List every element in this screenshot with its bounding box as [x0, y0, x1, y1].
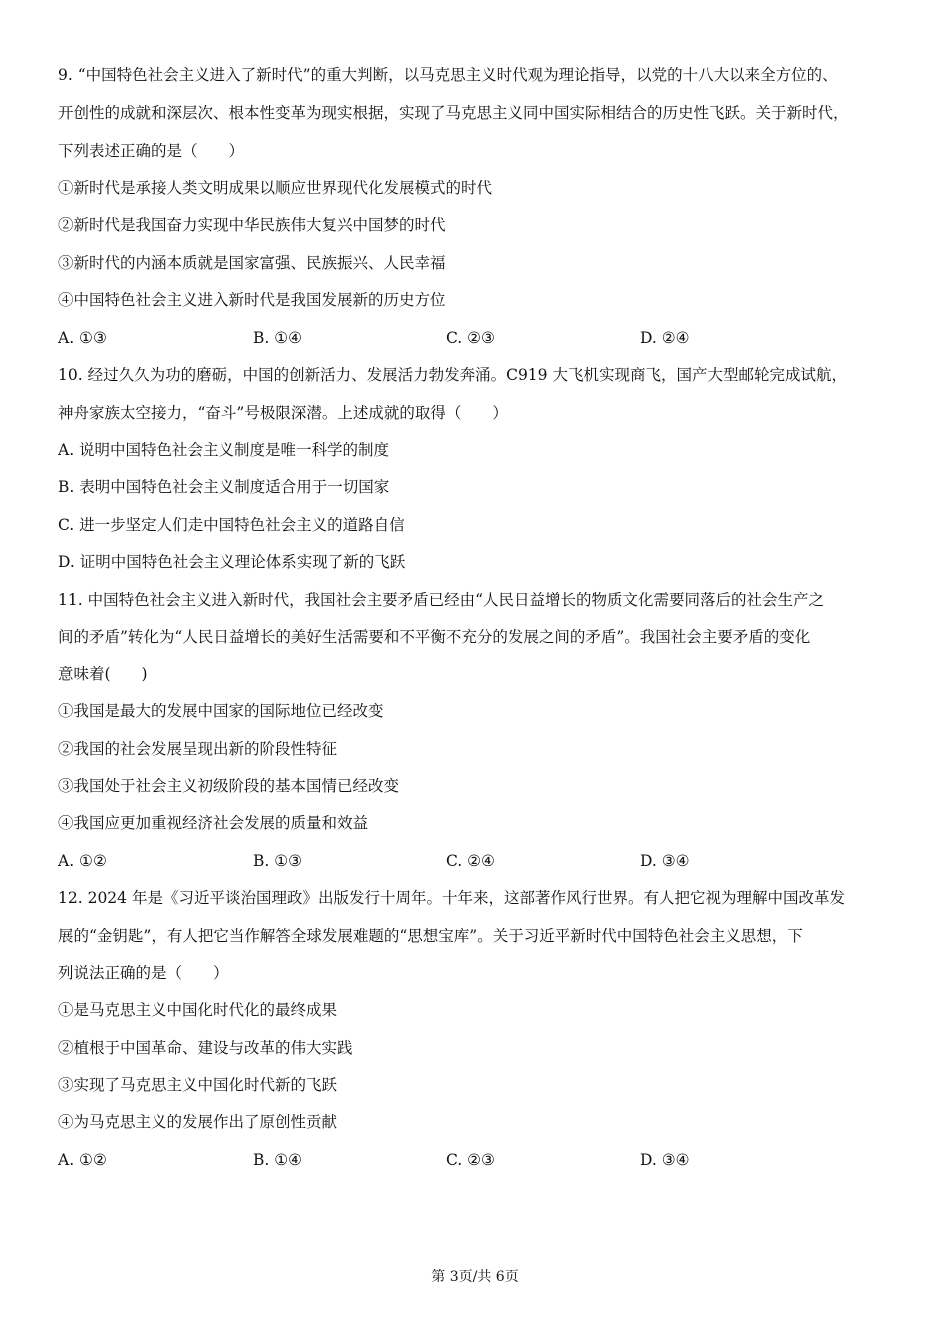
- question-stem-line: 列说法正确的是（ ）: [58, 964, 229, 982]
- choice-option-c: C. 进一步坚定人们走中国特色社会主义的道路自信: [58, 516, 405, 534]
- option-c: C. ②④: [446, 852, 495, 870]
- question-stem-line: 意味着( ): [58, 665, 148, 683]
- question-stem-line: 12. 2024 年是《习近平谈治国理政》出版发行十周年。十年来，这部著作风行世界。有人把它视为理解中国改革发: [58, 889, 845, 907]
- statement-item: ①是马克思主义中国化时代化的最终成果: [58, 1001, 338, 1019]
- statement-item: ②新时代是我国奋力实现中华民族伟大复兴中国梦的时代: [58, 216, 446, 234]
- choice-option-d: D. 证明中国特色社会主义理论体系实现了新的飞跃: [58, 553, 406, 571]
- option-c: C. ②③: [446, 1151, 495, 1169]
- question-stem-line: 9. “中国特色社会主义进入了新时代”的重大判断，以马克思主义时代观为理论指导，以党的十八大以来全方位的、: [58, 66, 838, 84]
- answer-options: [58, 327, 898, 349]
- question-stem-line: 11. 中国特色社会主义进入新时代，我国社会主要矛盾已经由“人民日益增长的物质文化需要同落后的社会生产之: [58, 591, 825, 609]
- statement-item: ③新时代的内涵本质就是国家富强、民族振兴、人民幸福: [58, 254, 446, 272]
- option-b: B. ①③: [253, 852, 303, 870]
- page-number-footer: 第 3页/共 6页: [431, 1269, 519, 1285]
- statement-item: ①新时代是承接人类文明成果以顺应世界现代化发展模式的时代: [58, 179, 493, 197]
- option-a: A. ①③: [58, 329, 107, 347]
- option-d: D. ③④: [640, 1151, 690, 1169]
- choice-option-b: B. 表明中国特色社会主义制度适合用于一切国家: [58, 478, 390, 496]
- question-stem-line: 开创性的成就和深层次、根本性变革为现实根据，实现了马克思主义同中国实际相结合的历史性飞跃。关于新时代，: [58, 104, 849, 122]
- option-a: A. ①②: [58, 1151, 107, 1169]
- question-stem-line: 间的矛盾”转化为“人民日益增长的美好生活需要和不平衡不充分的发展之间的矛盾”。我国社会主要矛盾的变化: [58, 628, 811, 646]
- question-stem-line: 展的“金钥匙”，有人把它当作解答全球发展难题的“思想宝库”。关于习近平新时代中国特色社会主义思想，下: [58, 927, 803, 945]
- option-a: A. ①②: [58, 852, 107, 870]
- statement-item: ③我国处于社会主义初级阶段的基本国情已经改变: [58, 777, 400, 795]
- statement-item: ①我国是最大的发展中国家的国际地位已经改变: [58, 702, 384, 720]
- option-b: B. ①④: [253, 1151, 303, 1169]
- answer-options: [58, 1149, 898, 1171]
- statement-item: ④为马克思主义的发展作出了原创性贡献: [58, 1113, 338, 1131]
- statement-item: ②植根于中国革命、建设与改革的伟大实践: [58, 1039, 353, 1057]
- question-stem-line: 10. 经过久久为功的磨砺，中国的创新活力、发展活力勃发奔涌。C919 大飞机实现商飞，国产大型邮轮完成试航，: [58, 366, 847, 384]
- question-stem-line: 神舟家族太空接力，“奋斗”号极限深潜。上述成就的取得（ ）: [58, 404, 508, 422]
- statement-item: ③实现了马克思主义中国化时代新的飞跃: [58, 1076, 338, 1094]
- statement-item: ②我国的社会发展呈现出新的阶段性特征: [58, 740, 338, 758]
- statement-item: ④中国特色社会主义进入新时代是我国发展新的历史方位: [58, 291, 446, 309]
- answer-options: [58, 850, 898, 872]
- question-stem-line: 下列表述正确的是（ ）: [58, 142, 245, 160]
- statement-item: ④我国应更加重视经济社会发展的质量和效益: [58, 814, 369, 832]
- option-d: D. ②④: [640, 329, 690, 347]
- choice-option-a: A. 说明中国特色社会主义制度是唯一科学的制度: [58, 441, 390, 459]
- option-b: B. ①④: [253, 329, 303, 347]
- option-c: C. ②③: [446, 329, 495, 347]
- option-d: D. ③④: [640, 852, 690, 870]
